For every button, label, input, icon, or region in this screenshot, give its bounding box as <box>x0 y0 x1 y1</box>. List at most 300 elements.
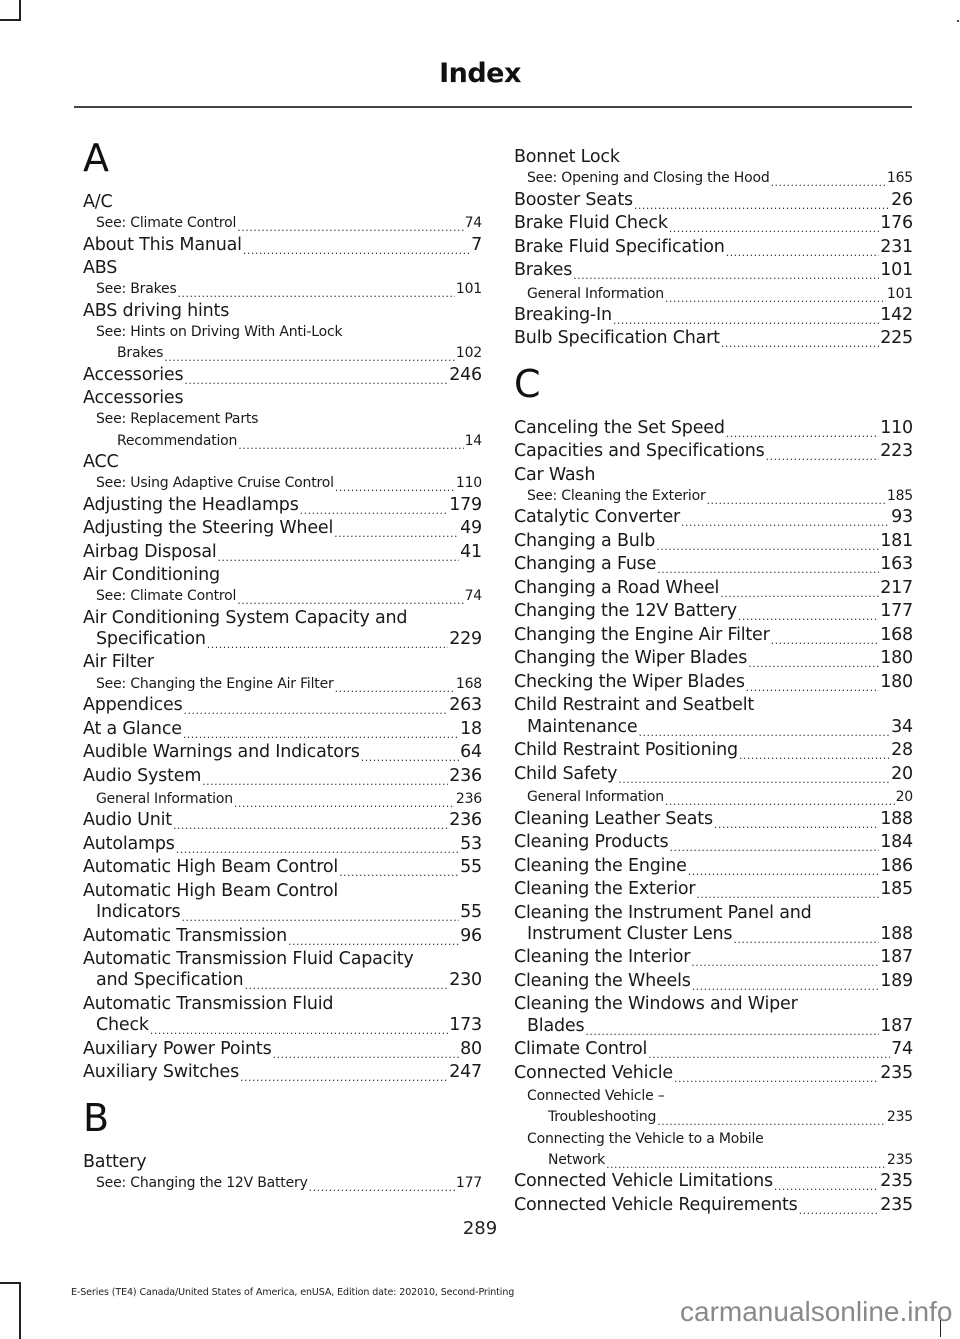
entry-label: Appendices <box>83 695 183 716</box>
index-entry[interactable] <box>514 1107 913 1128</box>
index-entry[interactable] <box>83 213 482 234</box>
dot-leader <box>681 513 890 531</box>
dot-leader <box>309 1178 455 1192</box>
entry-label: Car Wash <box>514 464 596 485</box>
index-entry[interactable] <box>83 695 482 719</box>
index-entry[interactable] <box>514 740 913 764</box>
index-entry[interactable] <box>514 1039 913 1063</box>
entry-page-number[interactable]: 180 <box>880 648 913 669</box>
index-entry[interactable] <box>514 578 913 602</box>
entry-label: Changing a Road Wheel <box>514 577 720 598</box>
index-entry[interactable] <box>514 1063 913 1087</box>
dot-leader <box>202 772 448 790</box>
entry-page-number[interactable]: 186 <box>880 855 913 876</box>
entry-page-number[interactable]: 53 <box>460 833 482 854</box>
index-entry <box>83 301 482 322</box>
dot-leader <box>688 862 879 880</box>
entry-label: Changing the Engine Air Filter <box>514 624 770 645</box>
entry-page-number[interactable]: 168 <box>880 624 913 645</box>
index-entry <box>83 652 482 673</box>
entry-page-number[interactable]: 235 <box>886 1152 913 1169</box>
entry-label: Indicators <box>96 902 181 923</box>
index-entry[interactable] <box>514 625 913 649</box>
entry-label: General Information <box>96 791 233 808</box>
entry-page-number[interactable]: 185 <box>886 488 913 505</box>
entry-label: Changing a Bulb <box>514 530 656 551</box>
entry-label: See: Climate Control <box>96 588 237 605</box>
dot-leader <box>238 436 463 450</box>
entry-page-number[interactable]: 55 <box>460 857 482 878</box>
entry-label: Brakes <box>117 345 164 362</box>
entry-label: and Specification <box>96 970 244 991</box>
entry-label: Cleaning Leather Seats <box>514 808 713 829</box>
entry-page-number[interactable]: 189 <box>880 970 913 991</box>
entry-page-number[interactable]: 14 <box>464 432 482 449</box>
entry-page-number[interactable]: 177 <box>880 601 913 622</box>
entry-label: Cleaning the Interior <box>514 947 691 968</box>
index-entry[interactable] <box>83 857 482 881</box>
dot-leader <box>657 560 879 578</box>
entry-page-number[interactable]: 55 <box>460 902 482 923</box>
index-entry <box>83 452 482 473</box>
entry-label: Audible Warnings and Indicators <box>83 742 360 763</box>
index-entry[interactable] <box>514 924 913 948</box>
dot-leader <box>573 266 879 284</box>
entry-label: Maintenance <box>527 716 638 737</box>
index-entry[interactable] <box>514 764 913 788</box>
entry-label: See: Cleaning the Exterior <box>527 488 706 505</box>
entry-page-number[interactable]: 231 <box>880 236 913 257</box>
index-entry[interactable] <box>83 1173 482 1194</box>
entry-page-number[interactable]: 96 <box>460 925 482 946</box>
entry-page-number[interactable]: 179 <box>449 494 482 515</box>
entry-label: Autolamps <box>83 833 175 854</box>
index-entry[interactable] <box>83 810 482 834</box>
entry-label: Instrument Cluster Lens <box>527 923 733 944</box>
entry-label: Airbag Disposal <box>83 541 217 562</box>
index-entry <box>514 465 913 486</box>
entry-page-number[interactable]: 28 <box>891 740 913 761</box>
entry-label: Bulb Specification Chart <box>514 328 720 349</box>
entry-page-number[interactable]: 20 <box>891 763 913 784</box>
entry-page-number[interactable]: 7 <box>471 234 482 255</box>
index-entry <box>83 258 482 279</box>
dot-leader <box>273 1045 460 1063</box>
dot-leader <box>648 1045 890 1063</box>
watermark: carmanualsonline.info <box>680 1296 953 1327</box>
index-entry[interactable] <box>83 1039 482 1063</box>
dot-leader <box>692 977 880 995</box>
entry-page-number[interactable]: 230 <box>449 970 482 991</box>
index-entry[interactable] <box>514 717 913 741</box>
entry-label: Cleaning the Engine <box>514 855 687 876</box>
index-entry <box>83 192 482 213</box>
dot-leader <box>774 1177 879 1195</box>
entry-label: ABS <box>83 258 118 279</box>
dot-leader <box>707 491 886 505</box>
dot-leader <box>234 794 455 808</box>
index-entry[interactable] <box>83 902 482 926</box>
index-entry <box>83 949 482 970</box>
entry-label: Specification <box>96 628 206 649</box>
letter-heading: B <box>83 1095 110 1140</box>
index-entry[interactable] <box>514 672 913 696</box>
entry-page-number[interactable]: 74 <box>464 588 482 605</box>
entry-label: General Information <box>527 789 664 806</box>
index-entry[interactable] <box>83 834 482 858</box>
entry-page-number[interactable]: 165 <box>886 170 913 187</box>
entry-label: Bonnet Lock <box>514 147 620 167</box>
index-entry[interactable] <box>83 495 482 519</box>
index-entry[interactable] <box>514 531 913 555</box>
entry-label: Auxiliary Switches <box>83 1062 239 1083</box>
entry-label: Climate Control <box>514 1039 648 1060</box>
index-entry[interactable] <box>83 1015 482 1039</box>
index-entry[interactable] <box>514 441 913 465</box>
index-entry <box>514 147 913 168</box>
index-entry <box>514 903 913 924</box>
dot-leader <box>176 840 459 858</box>
entry-page-number[interactable]: 41 <box>460 541 482 562</box>
crop-mark-top-left <box>0 0 21 21</box>
entry-page-number[interactable]: 235 <box>886 1109 913 1126</box>
index-entry[interactable] <box>83 279 482 300</box>
index-entry[interactable] <box>83 674 482 695</box>
entry-label: Accessories <box>83 388 184 409</box>
entry-page-number[interactable]: 188 <box>880 923 913 944</box>
dot-leader <box>665 289 886 303</box>
entry-label: Adjusting the Headlamps <box>83 494 299 515</box>
dot-leader <box>613 311 879 329</box>
entry-label: Automatic High Beam Control <box>83 857 339 878</box>
index-entry[interactable] <box>83 343 482 364</box>
entry-page-number[interactable]: 188 <box>880 808 913 829</box>
index-entry[interactable] <box>514 328 913 352</box>
crop-mark-top-right <box>957 20 959 22</box>
index-entry[interactable] <box>83 518 482 542</box>
index-entry[interactable] <box>514 554 913 578</box>
index-entry[interactable] <box>83 629 482 653</box>
entry-label: At a Glance <box>83 718 182 739</box>
dot-leader <box>771 631 880 649</box>
entry-page-number[interactable]: 110 <box>455 475 482 492</box>
dot-leader <box>739 746 890 764</box>
entry-label: Accessories <box>83 364 184 385</box>
index-entry[interactable] <box>83 431 482 452</box>
entry-page-number[interactable]: 181 <box>880 530 913 551</box>
dot-leader <box>669 219 879 237</box>
dot-leader <box>657 1112 886 1126</box>
dot-leader <box>674 1069 879 1087</box>
entry-page-number[interactable]: 74 <box>464 215 482 232</box>
entry-page-number[interactable]: 235 <box>880 1171 913 1192</box>
entry-page-number[interactable]: 142 <box>880 304 913 325</box>
entry-label: See: Using Adaptive Cruise Control <box>96 475 334 492</box>
index-entry[interactable] <box>514 832 913 856</box>
index-entry[interactable] <box>83 1062 482 1086</box>
entry-label: See: Brakes <box>96 281 177 298</box>
dot-leader <box>218 548 460 566</box>
dot-leader <box>237 218 463 232</box>
entry-label: Checking the Wiper Blades <box>514 671 745 692</box>
entry-page-number[interactable]: 168 <box>455 675 482 692</box>
index-entry[interactable] <box>514 305 913 329</box>
dot-leader <box>726 424 879 442</box>
letter-heading: C <box>514 361 541 406</box>
entry-label: See: Changing the 12V Battery <box>96 1175 308 1192</box>
letter-heading: A <box>83 136 109 180</box>
entry-label: Battery <box>83 1151 147 1172</box>
index-entry <box>83 1152 482 1173</box>
entry-page-number[interactable]: 223 <box>880 441 913 462</box>
entry-page-number[interactable]: 173 <box>449 1015 482 1036</box>
entry-label: Changing the 12V Battery <box>514 601 737 622</box>
dot-leader <box>184 701 449 719</box>
entry-page-number[interactable]: 80 <box>460 1038 482 1059</box>
dot-leader <box>766 447 880 465</box>
index-entry[interactable] <box>83 586 482 607</box>
dot-leader <box>656 537 879 555</box>
entry-label: Automatic Transmission <box>83 925 287 946</box>
entry-label: Child Safety <box>514 763 618 784</box>
entry-label: Connected Vehicle Requirements <box>514 1194 798 1215</box>
index-entry[interactable] <box>514 601 913 625</box>
entry-page-number[interactable]: 34 <box>891 716 913 737</box>
index-entry[interactable] <box>83 970 482 994</box>
entry-page-number[interactable]: 246 <box>449 364 482 385</box>
dot-leader <box>726 243 880 261</box>
index-entry[interactable] <box>83 473 482 494</box>
index-entry[interactable] <box>83 789 482 810</box>
index-entry[interactable] <box>514 856 913 880</box>
entry-label: Air Filter <box>83 652 154 673</box>
dot-leader <box>606 1155 886 1169</box>
index-entry[interactable] <box>514 213 913 237</box>
entry-label: Booster Seats <box>514 189 633 210</box>
index-entry <box>514 695 913 716</box>
entry-label: Canceling the Set Speed <box>514 417 725 438</box>
dot-leader <box>733 930 879 948</box>
index-entry[interactable] <box>83 719 482 743</box>
entry-page-number[interactable]: 101 <box>455 281 482 298</box>
index-entry[interactable] <box>83 235 482 259</box>
entry-page-number[interactable]: 163 <box>880 554 913 575</box>
index-entry[interactable] <box>514 190 913 214</box>
dot-leader <box>164 348 455 362</box>
index-entry[interactable] <box>514 168 913 189</box>
entry-page-number[interactable]: 225 <box>880 328 913 349</box>
dot-leader <box>721 334 879 352</box>
dot-leader <box>335 679 455 693</box>
entry-page-number[interactable]: 235 <box>880 1062 913 1083</box>
entry-page-number[interactable]: 185 <box>880 879 913 900</box>
dot-leader <box>150 1021 448 1039</box>
entry-page-number[interactable]: 26 <box>891 189 913 210</box>
entry-label: See: Changing the Engine Air Filter <box>96 675 334 692</box>
entry-label: Connected Vehicle – <box>527 1088 665 1105</box>
entry-label: Cleaning the Exterior <box>514 879 696 900</box>
index-entry[interactable] <box>514 971 913 995</box>
index-entry[interactable] <box>514 237 913 261</box>
dot-leader <box>738 607 879 625</box>
entry-page-number[interactable]: 180 <box>880 671 913 692</box>
entry-page-number[interactable]: 187 <box>880 1015 913 1036</box>
entry-page-number[interactable]: 20 <box>895 789 913 806</box>
index-entry <box>514 1086 913 1107</box>
entry-label: Audio Unit <box>83 810 172 831</box>
index-entry[interactable] <box>514 486 913 507</box>
entry-label: See: Replacement Parts <box>96 411 259 428</box>
entry-page-number[interactable]: 176 <box>880 213 913 234</box>
entry-page-number[interactable]: 18 <box>460 718 482 739</box>
entry-page-number[interactable]: 74 <box>891 1039 913 1060</box>
entry-label: Cleaning the Windows and Wiper <box>514 994 798 1015</box>
index-entry[interactable] <box>514 507 913 531</box>
entry-label: Automatic Transmission Fluid <box>83 993 334 1014</box>
index-entry[interactable] <box>514 947 913 971</box>
page-number: 289 <box>462 1218 498 1239</box>
entry-label: Connecting the Vehicle to a Mobile <box>527 1130 764 1147</box>
index-entry[interactable] <box>514 1150 913 1171</box>
index-entry[interactable] <box>83 742 482 766</box>
entry-label: Brake Fluid Check <box>514 213 668 234</box>
entry-label: Troubleshooting <box>548 1109 657 1126</box>
entry-page-number[interactable]: 101 <box>880 260 913 281</box>
index-entry[interactable] <box>83 766 482 790</box>
dot-leader <box>665 792 895 806</box>
page-title: Index <box>439 58 521 89</box>
index-entry <box>514 994 913 1015</box>
entry-label: Changing the Wiper Blades <box>514 648 748 669</box>
dot-leader <box>184 371 448 389</box>
entry-page-number[interactable]: 184 <box>880 832 913 853</box>
dot-leader <box>243 241 470 259</box>
index-entry[interactable] <box>514 787 913 808</box>
entry-label: Automatic High Beam Control <box>83 880 339 901</box>
entry-label: A/C <box>83 192 113 212</box>
dot-leader <box>240 1068 448 1086</box>
entry-label: See: Climate Control <box>96 215 237 232</box>
index-entry[interactable] <box>83 926 482 950</box>
index-entry[interactable] <box>514 809 913 833</box>
index-entry[interactable] <box>514 260 913 284</box>
entry-label: General Information <box>527 285 664 302</box>
dot-leader <box>639 723 891 741</box>
dot-leader <box>748 654 879 672</box>
index-entry <box>83 322 482 343</box>
entry-label: Automatic Transmission Fluid Capacity <box>83 949 414 970</box>
dot-leader <box>771 173 886 187</box>
index-entry <box>83 388 482 409</box>
dot-leader <box>237 591 463 605</box>
entry-label: Child Restraint and Seatbelt <box>514 695 755 716</box>
index-entry[interactable] <box>514 1016 913 1040</box>
header-divider <box>74 106 912 108</box>
index-entry <box>83 409 482 430</box>
index-entry[interactable] <box>514 648 913 672</box>
index-entry[interactable] <box>514 1171 913 1195</box>
entry-page-number[interactable]: 177 <box>455 1175 482 1192</box>
dot-leader <box>585 1022 879 1040</box>
entry-page-number[interactable]: 49 <box>460 518 482 539</box>
dot-leader <box>207 635 448 653</box>
index-entry[interactable] <box>83 365 482 389</box>
entry-label: Capacities and Specifications <box>514 441 765 462</box>
entry-label: Auxiliary Power Points <box>83 1038 272 1059</box>
dot-leader <box>288 932 459 950</box>
index-entry[interactable] <box>514 879 913 903</box>
entry-page-number[interactable]: 236 <box>455 791 482 808</box>
entry-label: Check <box>96 1015 149 1036</box>
entry-page-number[interactable]: 236 <box>449 810 482 831</box>
dot-leader <box>244 976 448 994</box>
dot-leader <box>334 524 459 542</box>
dot-leader <box>339 863 459 881</box>
index-entry <box>83 608 482 629</box>
dot-leader <box>173 816 448 834</box>
entry-label: Blades <box>527 1015 585 1036</box>
dot-leader <box>714 815 879 833</box>
entry-label: Child Restraint Positioning <box>514 740 738 761</box>
entry-label: Cleaning Products <box>514 832 669 853</box>
index-entry[interactable] <box>83 542 482 566</box>
entry-page-number[interactable]: 101 <box>886 285 913 302</box>
entry-page-number[interactable]: 229 <box>449 628 482 649</box>
entry-label: Brakes <box>514 260 573 281</box>
entry-page-number[interactable]: 102 <box>455 345 482 362</box>
index-entry[interactable] <box>514 284 913 305</box>
index-entry <box>83 881 482 902</box>
dot-leader <box>178 284 455 298</box>
index-column-left <box>83 136 482 1194</box>
index-entry[interactable] <box>514 418 913 442</box>
entry-label: Cleaning the Wheels <box>514 970 691 991</box>
entry-label: ACC <box>83 451 119 472</box>
entry-label: Catalytic Converter <box>514 507 681 528</box>
entry-page-number[interactable]: 217 <box>880 577 913 598</box>
dot-leader <box>696 885 879 903</box>
entry-page-number[interactable]: 93 <box>891 507 913 528</box>
entry-page-number[interactable]: 235 <box>880 1194 913 1215</box>
entry-label: Network <box>548 1152 606 1169</box>
dot-leader <box>669 838 879 856</box>
index-entry <box>83 994 482 1015</box>
index-entry[interactable] <box>514 1195 913 1219</box>
index-entry <box>83 565 482 586</box>
dot-leader <box>746 678 879 696</box>
entry-page-number[interactable]: 110 <box>880 417 913 438</box>
entry-label: Brake Fluid Specification <box>514 236 725 257</box>
entry-page-number[interactable]: 64 <box>460 742 482 763</box>
entry-label: Recommendation <box>117 432 238 449</box>
index-column-right <box>514 147 913 1218</box>
entry-label: Cleaning the Instrument Panel and <box>514 902 812 923</box>
entry-page-number[interactable]: 247 <box>449 1062 482 1083</box>
dot-leader <box>335 478 455 492</box>
entry-label: Connected Vehicle Limitations <box>514 1171 773 1192</box>
dot-leader <box>183 725 459 743</box>
entry-page-number[interactable]: 236 <box>449 765 482 786</box>
entry-page-number[interactable]: 187 <box>880 947 913 968</box>
dot-leader <box>300 501 449 519</box>
entry-label: ABS driving hints <box>83 300 230 321</box>
dot-leader <box>361 748 459 766</box>
entry-page-number[interactable]: 263 <box>449 695 482 716</box>
crop-mark-bottom-left <box>0 1282 21 1339</box>
entry-label: See: Opening and Closing the Hood <box>527 170 770 187</box>
edition-footer: E-Series (TE4) Canada/United States of America, enUSA, Edition date: 202010, Second-Printing <box>71 1287 515 1298</box>
entry-label: Connected Vehicle <box>514 1062 673 1083</box>
